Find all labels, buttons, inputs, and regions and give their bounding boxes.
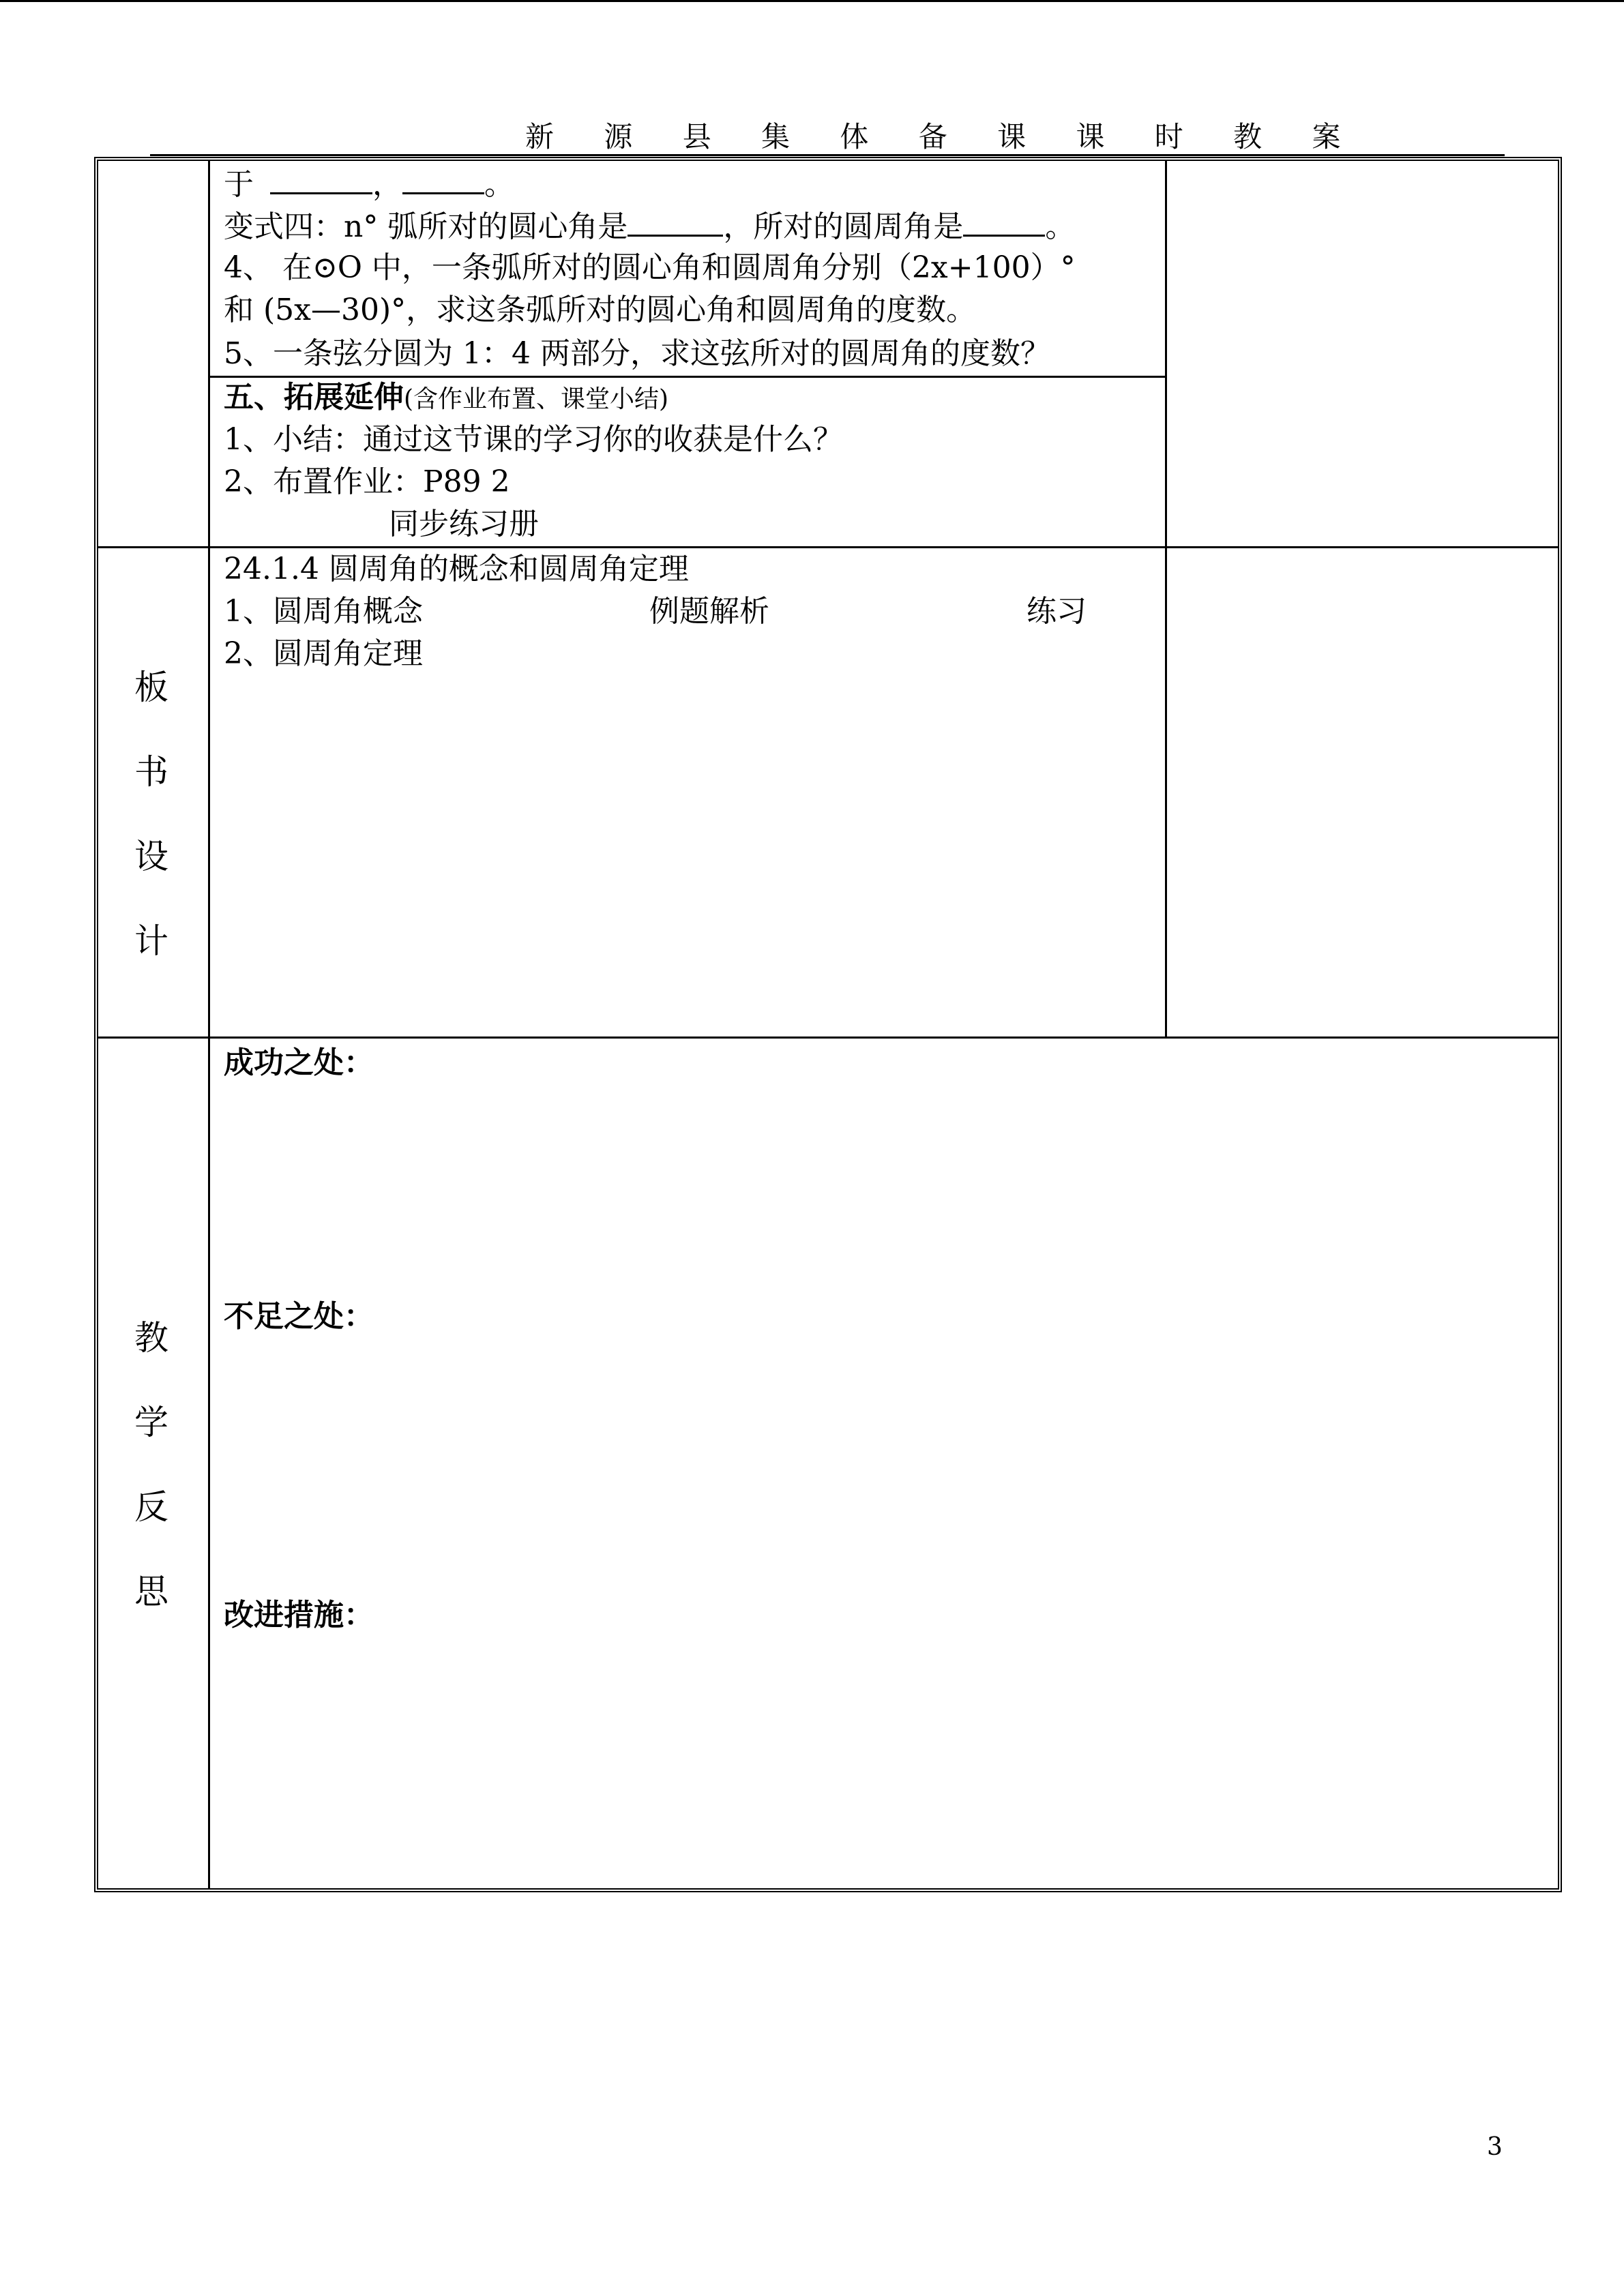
extend-item-1: 1、小结：通过这节课的学习你的收获是什么？ [224, 422, 843, 457]
row-divider-reflection [97, 1037, 1559, 1039]
extend-item-3: 同步练习册 [389, 507, 539, 541]
answer-blank[interactable] [270, 162, 372, 194]
answer-blank[interactable] [628, 205, 723, 237]
answer-blank[interactable] [963, 205, 1045, 237]
page-number: 3 [1487, 2133, 1503, 2161]
notes-column-divider [1165, 160, 1167, 1038]
board-item-1-right: 练习 [1027, 594, 1087, 629]
label-column-divider [208, 160, 210, 1890]
exercise-variant-four: 变式四：n° 弧所对的圆心角是 ，所对的圆周角是 。 [224, 205, 1075, 248]
extend-item-2: 2、布置作业：P89 2 [224, 464, 510, 499]
exercise-line-0: 于 ， 。 [224, 162, 514, 206]
board-item-1-mid: 例题解析 [649, 594, 769, 629]
extend-heading-note: (含作业布置、课堂小结) [404, 385, 669, 413]
board-design-label: 板 书 设 计 [134, 668, 168, 961]
header-rule [150, 154, 1505, 156]
reflection-success: 成功之处： [224, 1045, 374, 1080]
reflection-shortcoming: 不足之处： [224, 1299, 374, 1334]
exercise-4-cont: 和 (5x—30)°，求这条弧所对的圆心角和圆周角的度数。 [224, 293, 977, 327]
page-header-title: 新 源 县 集 体 备 课 课 时 教 案 [525, 120, 1361, 153]
extend-heading [224, 376, 668, 421]
extend-heading-title: 五、拓展延伸 [224, 380, 404, 415]
exercise-4: 4、 在⊙O 中，一条弧所对的圆心角和圆周角分别（2x+100）° [224, 250, 1076, 285]
exercise-5: 5、一条弦分圆为 1：4 两部分，求这弦所对的圆周角的度数？ [224, 336, 1050, 371]
board-item-2: 2、圆周角定理 [224, 636, 423, 671]
board-title: 24.1.4 圆周角的概念和圆周角定理 [224, 552, 689, 586]
reflection-label: 教 学 反 思 [134, 1318, 168, 1611]
reflection-improvement: 改进措施： [224, 1598, 374, 1632]
board-item-1: 1、圆周角概念 [224, 594, 423, 629]
top-border [0, 0, 1624, 2]
answer-blank[interactable] [402, 162, 484, 194]
